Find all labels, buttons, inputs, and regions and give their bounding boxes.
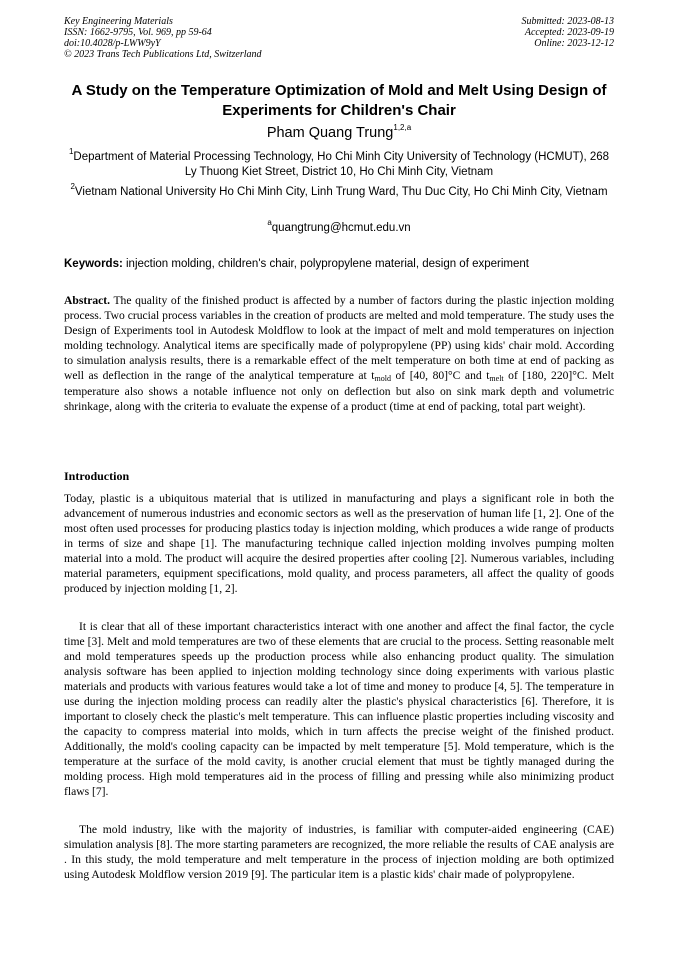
publication-dates <box>522 16 615 49</box>
abstract-subscript-mold: mold <box>374 374 391 383</box>
journal-info <box>64 16 262 60</box>
paper-title: A Study on the Temperature Optimization of Mold and Melt Using Design of Experiments for Children's Chair <box>71 82 607 119</box>
intro-paragraph-3: The mold industry, like with the majority of industries, is familiar with computer-aided engineering (CAE) simulation analysis [8]. The more starting parameters are recognized, the more reliable the results of CAE analysis are . In this study, the mold temperature and melt temperature in the process of injection molding are both optimized using Autodesk Moldflow version 2019 [9]. The particular item is a plastic kids' chair made of polypropylene. <box>64 823 614 881</box>
journal-name: Key Engineering Materials <box>64 16 173 27</box>
author-email <box>0 218 678 236</box>
author <box>0 124 678 142</box>
online-date: Online: 2023-12-12 <box>534 38 614 49</box>
keywords-text: injection molding, children's chair, polypropylene material, design of experiment <box>122 258 529 270</box>
abstract <box>64 293 614 414</box>
issn-volume: ISSN: 1662-9795, Vol. 969, pp 59-64 <box>64 27 212 38</box>
author-affiliation-marks: 1,2,a <box>393 123 412 133</box>
abstract-label: Abstract. <box>64 294 111 307</box>
abstract-text-3: of [180, 220]°C. Melt temperature also shows a notable influence not only on deflection but also on sink mark depth and volumetric shrinkage, along with the criteria to evaluate the expense of a product (time at end of packing, total part weight). <box>64 369 614 413</box>
author-name: Pham Quang Trung <box>266 125 394 141</box>
accepted-date: Accepted: 2023-09-19 <box>524 27 614 38</box>
abstract-text-1: The quality of the finished product is affected by a number of factors during the plastic injection molding process. Two crucial process variables in the creation of products are melted and mold temperature. The study uses the Design of Experiments tool in Autodesk Moldflow to look at the impact of melt and mold temperatures on injection molding technology. Analytical items are specifically made of polypropylene (PP) using kids' chair mold. According to simulation analysis results, there is a remarkable effect of the melt temperature on both time at end of packing as well as deflection in the range of the analytical temperature at t <box>64 294 614 382</box>
affiliation-1 <box>64 147 614 180</box>
abstract-subscript-melt: melt <box>489 374 504 383</box>
affiliation-2 <box>64 182 614 200</box>
affiliation-1-mark: 1 <box>68 147 74 157</box>
intro-paragraph-1: Today, plastic is a ubiquitous material that is utilized in manufacturing and plays a significant role in both the advancement of numerous industries and economic sectors as well as the preservation of human life [1, 2]. One of the most often used processes for producing plastics today is injection molding, which produces a wide range of products in terms of size and shape [1]. The manufacturing technique called injection molding involves pumping molten material into a mold. The product will acquire the desired properties after cooling [2]. Numerous variables, including material parameters, equipment specifications, mold quality, and process parameters, all affect the quality of goods produced by injection molding [1, 2]. <box>64 492 614 595</box>
affiliation-2-text: Vietnam National University Ho Chi Minh City, Linh Trung Ward, Thu Duc City, Ho Chi Minh City, Vietnam <box>74 186 608 198</box>
email-mark: a <box>267 218 272 228</box>
keywords-label: Keywords: <box>64 258 123 270</box>
submitted-date: Submitted: 2023-08-13 <box>521 16 614 27</box>
affiliation-1-text: Department of Material Processing Technology, Ho Chi Minh City University of Technology (HCMUT), 268 Ly Thuong Kiet Street, District 10, Ho Chi Minh City, Vietnam <box>73 151 610 178</box>
doi: doi:10.4028/p-LWW9yY <box>64 38 161 49</box>
introduction-heading: Introduction <box>64 469 130 483</box>
abstract-text-2: of [40, 80]°C and t <box>390 369 490 382</box>
intro-paragraph-2: It is clear that all of these important characteristics interact with one another and affect the final factor, the cycle time [3]. Melt and mold temperatures are two of these elements that are crucial to the process. Setting reasonable melt and mold temperatures speeds up the production process while also enhancing product quality. The simulation analysis software has been applied to injection molding technology since doing experiments with various plastic materials and products with various features would take a lot of time and money to produce [4, 5]. The temperature in use during the injection molding process can readily alter the plastic's physical characteristics [6]. Therefore, it is important to closely check the plastic's melt temperature. This can influence plastic properties including viscosity and the capacity to compress material into molds, which in turn affects the precise weight of the finished product. Additionally, the mold's cooling capacity can be impacted by melt temperature [5]. Mold temperature, which is the temperature at the surface of the mold cavity, is another crucial element that must be tightly managed during the molding process. High mold temperatures aid in the process of filling and pressing while also minimizing product flaws [7]. <box>64 620 614 798</box>
keywords <box>64 257 624 272</box>
copyright: © 2023 Trans Tech Publications Ltd, Switzerland <box>64 49 262 60</box>
email-address[interactable]: quangtrung@hcmut.edu.vn <box>271 222 411 234</box>
affiliation-2-mark: 2 <box>70 182 75 192</box>
